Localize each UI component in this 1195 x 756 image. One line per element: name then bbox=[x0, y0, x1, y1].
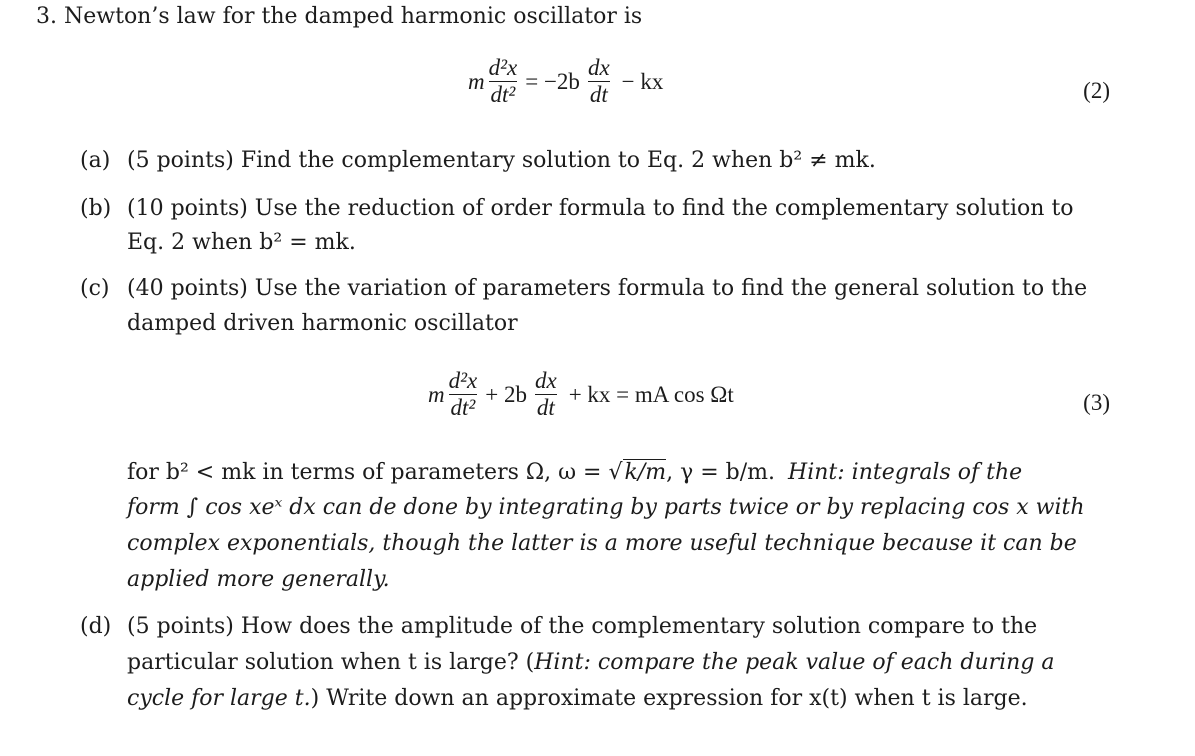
part-c-hint-line3: complex exponentials, though the latter is a more useful technique because it can be bbox=[127, 531, 1077, 556]
part-b-line1: (10 points) Use the reduction of order formula to find the complementary solution to bbox=[127, 196, 1074, 221]
eq2-equals-term: = −2b bbox=[525, 68, 580, 94]
hint-start: Hint: integrals of the bbox=[788, 460, 1023, 485]
equation-3-number: (3) bbox=[1083, 390, 1110, 415]
eq2-spring-term: − kx bbox=[621, 68, 664, 94]
sqrt-k-over-m: k/m bbox=[624, 460, 667, 485]
eq3-second-derivative: $\frac{\text{d²x}}{\text{dt²}}$ bbox=[448, 368, 478, 420]
part-d-line2: particular solution when t is large? (Hint: compare the peak value of each during a bbox=[127, 650, 1055, 675]
part-c-line1: (40 points) Use the variation of parameters formula to find the general solution to the bbox=[127, 276, 1088, 301]
part-d-line3: cycle for large t.) Write down an approximate expression for x(t) when t is large. bbox=[127, 686, 1028, 711]
eq3-damping-coef: + 2b bbox=[485, 381, 527, 407]
part-b-line2: Eq. 2 when b² = mk. bbox=[127, 230, 356, 255]
equation-2-number: (2) bbox=[1083, 78, 1110, 103]
problem-number: 3. bbox=[36, 4, 57, 29]
eq3-rhs: + kx = mA cos Ωt bbox=[568, 381, 734, 407]
eq2-first-derivative: $\frac{dx}{dt}$ bbox=[587, 55, 610, 107]
part-a-text: (5 points) Find the complementary solution to Eq. 2 when b² ≠ mk. bbox=[127, 148, 876, 173]
part-c-line2: damped driven harmonic oscillator bbox=[127, 311, 518, 336]
part-d-label: (d) bbox=[80, 614, 112, 639]
part-d-line1: (5 points) How does the amplitude of the complementary solution compare to the bbox=[127, 614, 1038, 639]
part-a-label: (a) bbox=[80, 148, 111, 173]
equation-2 bbox=[468, 55, 663, 108]
part-b-label: (b) bbox=[80, 196, 112, 221]
eq3-mass: m bbox=[428, 381, 445, 407]
part-c-hint-line2: form ∫ cos xeˣ dx can de done by integrating by parts twice or by replacing cos x with bbox=[127, 495, 1085, 520]
part-c-hint-line4: applied more generally. bbox=[127, 567, 390, 592]
problem-header bbox=[36, 4, 642, 29]
eq3-first-derivative: $\frac{dx}{dt}$ bbox=[534, 368, 557, 420]
eq2-mass: m bbox=[468, 68, 485, 94]
part-c-label: (c) bbox=[80, 276, 110, 301]
equation-3 bbox=[428, 368, 734, 421]
part-d-hint: Hint: compare the peak value of each during a bbox=[534, 650, 1055, 675]
part-c-params-line: for b² < mk in terms of parameters Ω, ω = √k/m, γ = b/m. Hint: integrals of the bbox=[127, 460, 1023, 485]
problem-intro: Newton’s law for the damped harmonic oscillator is bbox=[64, 4, 643, 29]
eq2-second-derivative: $\frac{\text{d²x}}{\text{dt²}}$ bbox=[488, 55, 518, 107]
